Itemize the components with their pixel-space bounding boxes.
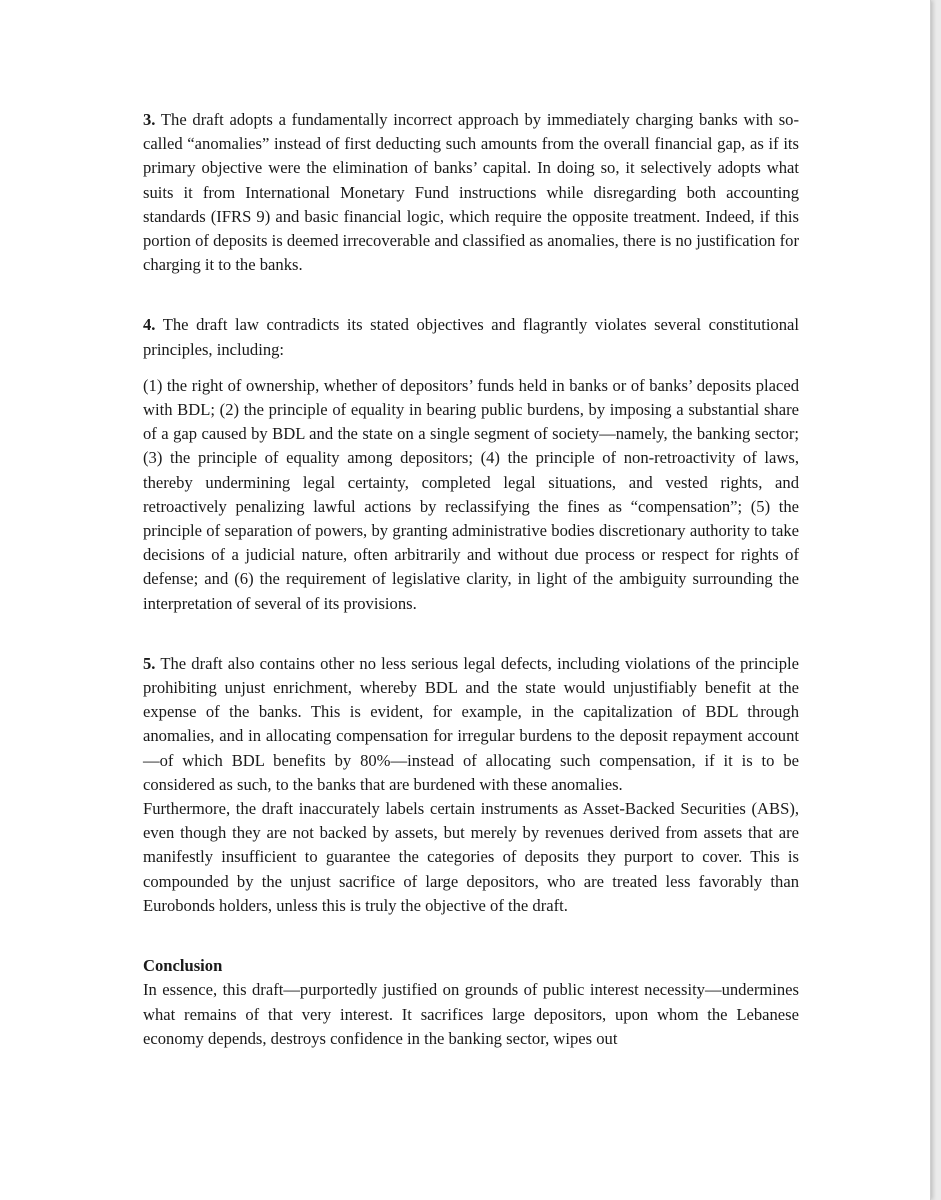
section-3-number: 3. — [143, 110, 156, 129]
conclusion-paragraph: In essence, this draft—purportedly justified on grounds of public interest necessity—undermines what remains of that very interest. It sacrifices large depositors, upon whom the Lebanese economy depends, destroys confidence in the banking sector, wipes out — [143, 980, 799, 1048]
section-4-number: 4. — [143, 315, 156, 335]
section-5-number: 5. — [143, 653, 156, 673]
section-3-paragraph — [143, 108, 799, 277]
section-5-paragraph — [143, 652, 799, 797]
section-4-text: The draft law contradicts its stated objectives and flagrantly violates several constitutional principles, including: — [143, 315, 799, 359]
section-4-paragraph — [143, 313, 799, 361]
document-body — [143, 108, 799, 1051]
section-5-furthermore-paragraph: Furthermore, the draft inaccurately labels certain instruments as Asset-Backed Securities (ABS), even though they are not backed by assets, but merely by revenues derived from assets that are manifestly insufficient to guarantee the categories of deposits they purport to cover. This is compounded by the unjust sacrifice of large depositors, who are treated less favorably than Eurobonds holders, unless this is truly the objective of the draft. — [143, 799, 799, 915]
section-5-text: The draft also contains other no less serious legal defects, including violations of the principle prohibiting unjust enrichment, whereby BDL and the state would unjustifiably benefit at the expense of the banks. This is evident, for example, in the capitalization of BDL through anomalies, and in allocating compensation for irregular burdens to the deposit repayment account—of which BDL benefits by 80%—instead of allocating such compensation, if it is to be considered as such, to the banks that are burdened with these anomalies. — [143, 653, 799, 794]
section-4-principles-list: (1) the right of ownership, whether of depositors’ funds held in banks or of banks’ deposits placed with BDL; (2) the principle of equality in bearing public burdens, by imposing a substantial share of a gap caused by BDL and the state on a single segment of society—namely, the banking sector; (3) the principle of equality among depositors; (4) the principle of non-retroactivity of laws, thereby undermining legal certainty, completed legal situations, and vested rights, and retroactively penalizing lawful actions by reclassifying the fines as “compensation”; (5) the principle of separation of powers, by granting administrative bodies discretionary authority to take decisions of a judicial nature, often arbitrarily and without due process or respect for rights of defense; and (6) the requirement of legislative clarity, in light of the ambiguity surrounding the interpretation of several of its provisions. — [143, 375, 799, 613]
section-3-text: The draft adopts a fundamentally incorrect approach by immediately charging banks with so-called “anomalies” instead of first deducting such amounts from the overall financial gap, as if its primary objective were the elimination of banks’ capital. In doing so, it selectively adopts what suits it from International Monetary Fund instructions while disregarding both accounting standards (IFRS 9) and basic financial logic, which require the opposite treatment. Indeed, if this portion of deposits is deemed irrecoverable and classified as anomalies, there is no justification for charging it to the banks. — [143, 110, 799, 275]
conclusion-heading: Conclusion — [143, 956, 223, 976]
